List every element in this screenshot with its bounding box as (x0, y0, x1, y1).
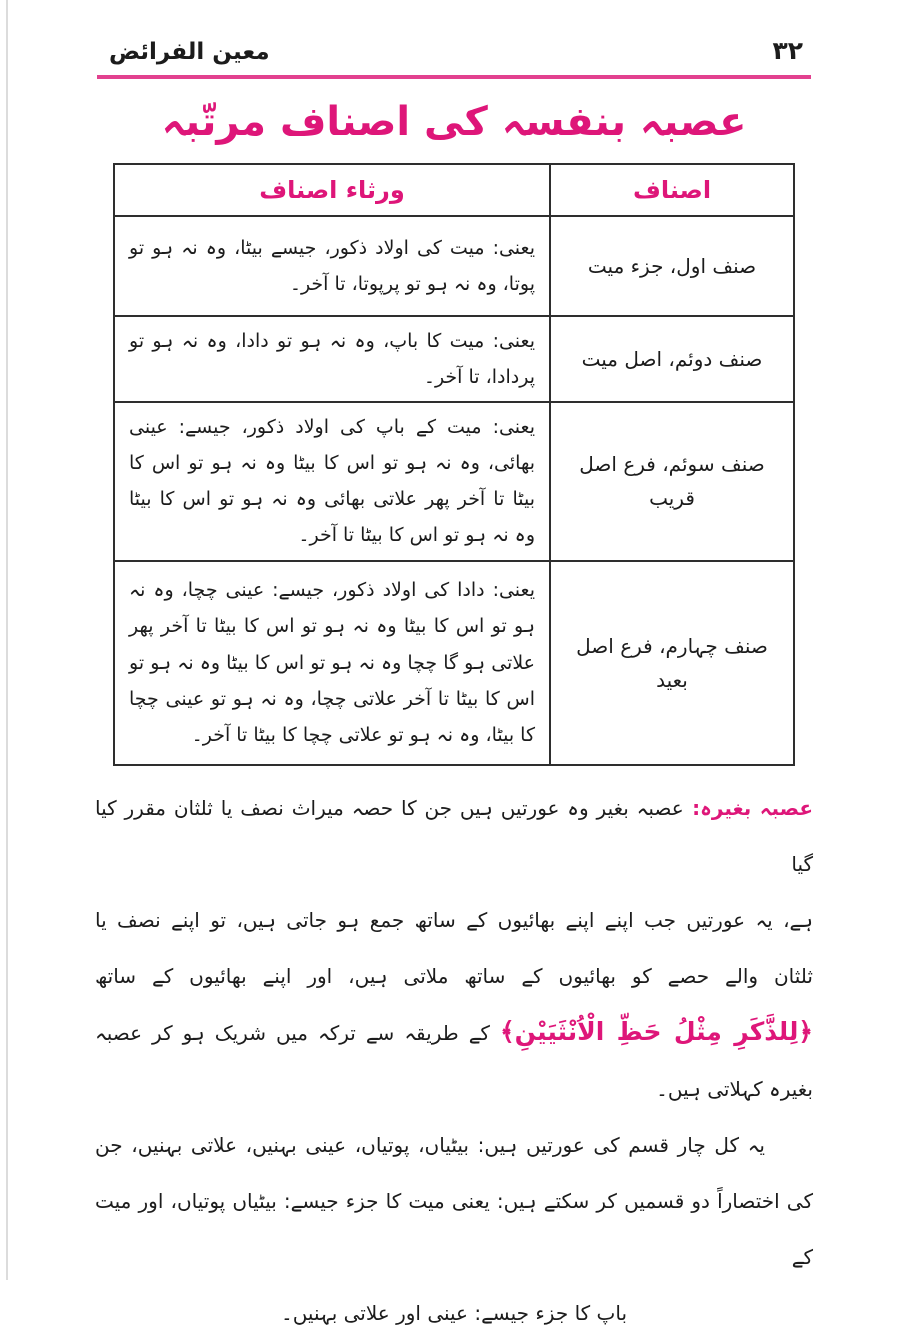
body-text: کے طریقہ سے ترکہ میں شریک ہو کر عصبہ (95, 1020, 500, 1045)
heirs-cell: یعنی: میت کی اولاد ذکور، جیسے بیٹا، وہ نہ ہو تو پوتا، وہ نہ ہو تو پرپوتا، تا آخر۔ (114, 216, 550, 316)
category-cell: صنف سوئم، فرع اصل قریب (550, 402, 794, 560)
category-cell: صنف دوئم، اصل میت (550, 316, 794, 402)
header-row (114, 164, 794, 216)
body-text: بغیرہ کہلاتی ہیں۔ (656, 1076, 813, 1101)
text-line (95, 1061, 813, 1117)
header-rule (97, 75, 811, 79)
body-text: باپ کا جزء جیسے: عینی اور علاتی بہنیں۔ (280, 1300, 628, 1325)
table-row (114, 561, 794, 765)
book-title: معین الفرائض (109, 39, 270, 65)
category-cell: صنف اول، جزء میت (550, 216, 794, 316)
body-text: یہ کل چار قسم کی عورتیں ہیں: بیٹیاں، پوتیاں، عینی بہنیں، علاتی بہنیں، جن (95, 1132, 765, 1157)
asnaf-table-head (114, 164, 794, 216)
quran-quote: ﴿لِلذَّكَرِ مِثْلُ حَظِّ الْاُنْثَيَيْنِ﴾ (499, 1016, 813, 1046)
body-text: کی اختصاراً دو قسمیں کر سکتے ہیں: یعنی میت کا جزء جیسے: بیٹیاں پوتیاں، اور میت کے (95, 1188, 813, 1269)
category-cell: صنف چہارم، فرع اصل بعید (550, 561, 794, 765)
text-line (95, 1117, 813, 1173)
text-line (95, 948, 813, 1004)
heirs-cell: یعنی: میت کا باپ، وہ نہ ہو تو دادا، وہ نہ ہو تو پردادا، تا آخر۔ (114, 316, 550, 402)
body-text: عصبہ بغیر وہ عورتیں ہیں جن کا حصہ میراث نصف یا ثلثان مقرر کیا گیا (95, 795, 813, 876)
heirs-cell: یعنی: دادا کی اولاد ذکور، جیسے: عینی چچا، وہ نہ ہو تو اس کا بیٹا وہ نہ ہو تو اس کا بیٹا تا آخر پھر علاتی ہو گا چچا وہ نہ ہو تو اس کا بیٹا وہ نہ ہو تو اس کا بیٹا تا آخر علاتی چچا، وہ نہ ہو تو عینی چچا کا بیٹا، وہ نہ ہو تو علاتی چچا کا بیٹا تا آخر۔ (114, 561, 550, 765)
category-table-body (114, 216, 794, 765)
paragraph-four-kinds-of-women (95, 1117, 813, 1341)
text-line (95, 1173, 813, 1285)
text-line (95, 892, 813, 948)
paragraphs (95, 780, 813, 1341)
text-line (95, 1285, 813, 1341)
paragraph-asabah-bighairiha (95, 780, 813, 1117)
body-text: ثلثان والے حصے کو بھائیوں کے ساتھ ملاتی ہیں، اور اپنے بھائیوں کے ساتھ (95, 963, 813, 988)
column-header-wurasa-asnaf: ورثاء اصناف (114, 164, 550, 216)
heirs-cell: یعنی: میت کے باپ کی اولاد ذکور، جیسے: عینی بھائی، وہ نہ ہو تو اس کا بیٹا وہ نہ ہو تو اس کا بیٹا تا آخر پھر علاتی بھائی وہ نہ ہو تو اس کا بیٹا وہ نہ ہو تو اس کا بیٹا تا آخر۔ (114, 402, 550, 560)
table-row (114, 402, 794, 560)
page-number: ۳۲ (772, 36, 803, 65)
asnaf-table (113, 163, 795, 766)
text-line (95, 1004, 813, 1061)
chapter-title: عصبہ بنفسہ کی اصناف مرتّبہ (161, 99, 747, 145)
body-text: ہے، یہ عورتیں جب اپنے اپنے بھائیوں کے ساتھ جمع ہو جاتی ہیں، تو اپنے نصف یا (95, 907, 813, 932)
running-header (95, 36, 813, 65)
column-header-asnaf: اصناف (550, 164, 794, 216)
table-row (114, 216, 794, 316)
text-line (95, 780, 813, 892)
accent-text: عصبہ بغیرہ: (683, 795, 813, 820)
table-row (114, 316, 794, 402)
